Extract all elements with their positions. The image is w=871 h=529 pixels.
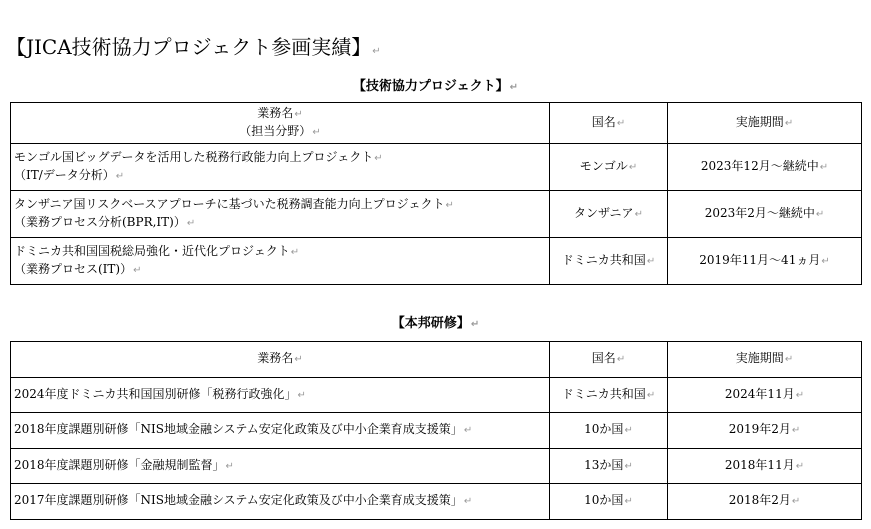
paragraph-mark-icon: ↵ (795, 460, 805, 472)
cell-project-name (11, 191, 550, 238)
paragraph-mark-icon: ↵ (463, 425, 473, 437)
section-heading-trainings (0, 315, 871, 334)
header-country-label: 国名 (591, 115, 616, 129)
cell-project-name (11, 144, 550, 191)
paragraph-mark-icon: ↵ (297, 389, 306, 401)
training-name: 2024年度ドミニカ共和国国別研修「税務行政強化」 (14, 386, 297, 401)
paragraph-mark-icon: ↵ (784, 354, 794, 366)
paragraph-mark-icon: ↵ (225, 460, 234, 472)
cell-period (668, 238, 862, 285)
paragraph-mark-icon: ↵ (186, 218, 196, 229)
training-period: 2018年2月 (728, 493, 791, 508)
paragraph-mark-icon: ↵ (815, 209, 825, 220)
project-country: モンゴル (579, 159, 628, 173)
project-country: ドミニカ共和国 (561, 253, 646, 267)
header-country (550, 103, 668, 144)
table-header-row (11, 342, 862, 378)
paragraph-mark-icon: ↵ (616, 354, 626, 366)
header-period-label: 実施期間 (735, 351, 784, 366)
training-country: ドミニカ共和国 (561, 386, 646, 401)
training-period: 2019年2月 (728, 422, 791, 437)
cell-country (550, 377, 668, 413)
table-row (11, 413, 862, 449)
paragraph-mark-icon: ↵ (290, 247, 300, 258)
cell-training-name (11, 377, 550, 413)
paragraph-mark-icon: ↵ (372, 46, 381, 57)
paragraph-mark-icon: ↵ (509, 82, 519, 93)
project-period: 2019年11月～41ヵ月 (699, 253, 821, 267)
table-header-row (11, 103, 862, 144)
cell-country (550, 144, 668, 191)
paragraph-mark-icon: ↵ (646, 389, 656, 401)
cell-country (550, 191, 668, 238)
header-period (668, 342, 862, 378)
table-row (11, 484, 862, 520)
paragraph-mark-icon: ↵ (646, 256, 656, 267)
cell-country (550, 413, 668, 449)
paragraph-mark-icon: ↵ (624, 460, 633, 472)
section-heading-trainings-text: 【本邦研修】 (391, 316, 470, 331)
training-period: 2018年11月 (724, 457, 795, 472)
section-heading-projects-text: 【技術協力プロジェクト】 (352, 79, 509, 94)
paragraph-mark-icon: ↵ (463, 496, 473, 508)
document-title (6, 34, 381, 65)
training-name: 2018年度課題別研修「金融規制監督」 (14, 457, 225, 472)
header-name (11, 103, 550, 144)
cell-country (550, 238, 668, 285)
paragraph-mark-icon: ↵ (133, 265, 142, 276)
projects-table (10, 102, 862, 285)
paragraph-mark-icon: ↵ (616, 118, 626, 129)
project-role: （業務プロセス分析(BPR,IT)） (14, 215, 186, 229)
paragraph-mark-icon: ↵ (628, 162, 638, 173)
header-name-label: 業務名 (257, 351, 294, 366)
project-country: タンザニア (574, 206, 634, 220)
paragraph-mark-icon: ↵ (374, 153, 383, 164)
project-name: タンザニア国リスクベースアプローチに基づいた税務調査能力向上プロジェクト (14, 197, 445, 211)
header-period-label: 実施期間 (735, 115, 784, 129)
cell-period (668, 448, 862, 484)
project-role: （IT/データ分析） (14, 168, 115, 182)
project-name: ドミニカ共和国国税総局強化・近代化プロジェクト (14, 244, 290, 258)
training-name: 2018年度課題別研修「NIS地域金融システム安定化政策及び中小企業育成支援策」 (14, 422, 463, 437)
header-country-label: 国名 (591, 351, 616, 366)
cell-period (668, 144, 862, 191)
training-country: 13か国 (584, 457, 624, 472)
paragraph-mark-icon: ↵ (312, 127, 321, 138)
table-row (11, 144, 862, 191)
project-period: 2023年12月～継続中 (700, 159, 819, 173)
cell-training-name (11, 484, 550, 520)
cell-country (550, 484, 668, 520)
paragraph-mark-icon: ↵ (784, 118, 794, 129)
table-row (11, 238, 862, 285)
paragraph-mark-icon: ↵ (819, 162, 829, 173)
header-name-line1: 業務名 (257, 106, 294, 120)
training-country: 10か国 (584, 422, 624, 437)
document-title-text: 【JICA技術協力プロジェクト参画実績】 (6, 35, 372, 59)
training-country: 10か国 (584, 493, 624, 508)
project-role: （業務プロセス(IT)） (14, 262, 133, 276)
cell-period (668, 413, 862, 449)
header-country (550, 342, 668, 378)
paragraph-mark-icon: ↵ (634, 209, 643, 220)
training-period: 2024年11月 (724, 386, 795, 401)
header-name (11, 342, 550, 378)
trainings-table (10, 341, 862, 520)
paragraph-mark-icon: ↵ (470, 319, 480, 330)
cell-period (668, 484, 862, 520)
paragraph-mark-icon: ↵ (791, 496, 801, 508)
paragraph-mark-icon: ↵ (795, 389, 805, 401)
project-period: 2023年2月～継続中 (704, 206, 815, 220)
training-name: 2017年度課題別研修「NIS地域金融システム安定化政策及び中小企業育成支援策」 (14, 493, 463, 508)
paragraph-mark-icon: ↵ (624, 425, 633, 437)
cell-training-name (11, 413, 550, 449)
paragraph-mark-icon: ↵ (791, 425, 801, 437)
paragraph-mark-icon: ↵ (294, 109, 303, 120)
paragraph-mark-icon: ↵ (624, 496, 633, 508)
cell-project-name (11, 238, 550, 285)
project-name: モンゴル国ビッグデータを活用した税務行政能力向上プロジェクト (14, 150, 374, 164)
header-name-line2: （担当分野） (239, 124, 312, 138)
paragraph-mark-icon: ↵ (821, 256, 830, 267)
table-row (11, 191, 862, 238)
cell-period (668, 377, 862, 413)
cell-period (668, 191, 862, 238)
paragraph-mark-icon: ↵ (445, 200, 454, 211)
table-row (11, 448, 862, 484)
header-period (668, 103, 862, 144)
paragraph-mark-icon: ↵ (294, 354, 303, 366)
cell-training-name (11, 448, 550, 484)
table-row (11, 377, 862, 413)
section-heading-projects (0, 78, 871, 97)
cell-country (550, 448, 668, 484)
paragraph-mark-icon: ↵ (115, 171, 125, 182)
